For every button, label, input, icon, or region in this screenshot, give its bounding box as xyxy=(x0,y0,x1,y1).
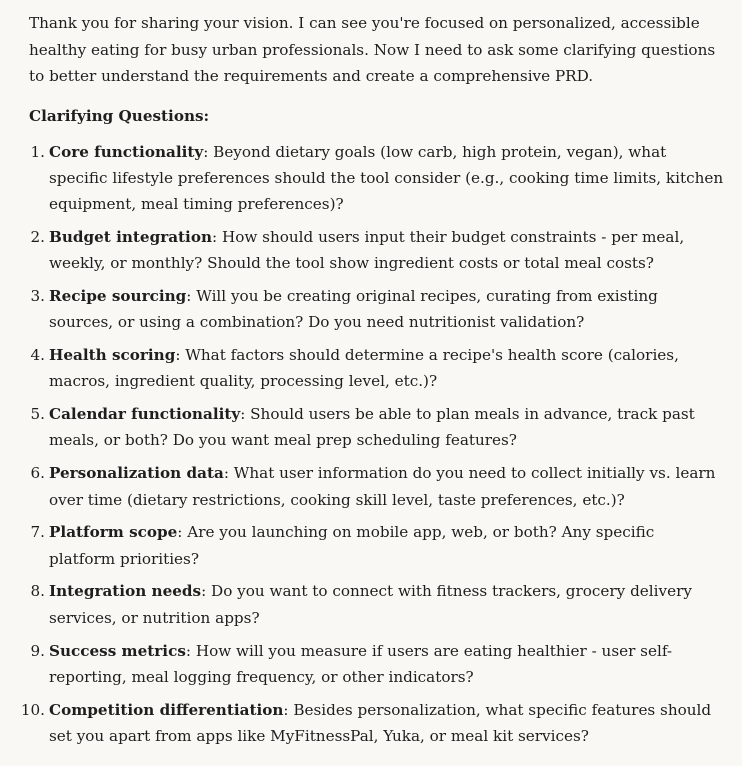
clarifying-questions-heading: Clarifying Questions: xyxy=(29,106,210,125)
question-title: Budget integration xyxy=(49,227,212,246)
question-title: Core functionality xyxy=(49,142,204,161)
question-text: : What user information do you need to collect initially vs. learn over time (dietary restrictions, cooking skill level, taste preferences, etc.)? xyxy=(49,464,716,509)
question-number: 6. xyxy=(30,464,45,483)
question-title: Health scoring xyxy=(49,346,176,365)
question-item xyxy=(29,139,724,218)
question-item xyxy=(29,342,724,395)
question-number: 2. xyxy=(30,227,45,246)
question-title: Integration needs xyxy=(49,582,202,601)
question-text: : Do you want to connect with fitness trackers, grocery delivery services, or nutrition apps? xyxy=(49,582,692,627)
question-number: 3. xyxy=(30,286,45,305)
question-title: Recipe sourcing xyxy=(49,286,187,305)
question-text: : How should users input their budget constraints - per meal, weekly, or monthly? Should the tool show ingredient costs or total meal costs? xyxy=(49,227,685,273)
question-number: 5. xyxy=(30,405,45,424)
question-title: Platform scope xyxy=(49,523,178,542)
question-number: 7. xyxy=(30,523,45,542)
question-text: : Are you launching on mobile app, web, or both? Any specific platform priorities? xyxy=(49,523,655,568)
question-title: Calendar functionality xyxy=(49,405,241,424)
question-text: : Should users be able to plan meals in advance, track past meals, or both? Do you want meal prep scheduling features? xyxy=(49,405,695,450)
questions-list xyxy=(20,139,724,750)
question-item xyxy=(29,401,724,454)
question-title: Competition differentiation xyxy=(49,700,284,719)
question-item xyxy=(29,460,724,513)
question-title: Personalization data xyxy=(49,464,224,483)
question-number: 4. xyxy=(30,346,45,365)
question-number: 8. xyxy=(30,582,45,601)
question-number: 1. xyxy=(30,142,45,161)
question-item xyxy=(29,283,724,336)
question-item xyxy=(20,697,724,750)
question-number: 9. xyxy=(30,641,45,660)
question-item xyxy=(29,224,724,277)
question-text: : Besides personalization, what specific features should set you apart from apps like MyFitnessPal, Yuka, or meal kit services? xyxy=(49,700,712,745)
question-text: : Beyond dietary goals (low carb, high protein, vegan), what specific lifestyle preferences should the tool consider (e.g., cooking time limits, kitchen equipment, meal timing preferences)? xyxy=(49,142,724,214)
question-item xyxy=(29,578,724,631)
question-item xyxy=(29,638,724,691)
question-title: Success metrics xyxy=(49,641,186,660)
question-text: : How will you measure if users are eating healthier - user self-reporting, meal logging frequency, or other indicators? xyxy=(49,641,673,686)
question-item xyxy=(29,519,724,572)
question-number: 10. xyxy=(20,700,45,719)
question-text: : Will you be creating original recipes, curating from existing sources, or using a combination? Do you need nutritionist validation? xyxy=(49,286,658,332)
question-text: : What factors should determine a recipe's health score (calories, macros, ingredient quality, processing level, etc.)? xyxy=(49,346,679,391)
intro-paragraph: Thank you for sharing your vision. I can see you're focused on personalized, accessible healthy eating for busy urban professionals. Now I need to ask some clarifying questions to better understand the requirements and create a comprehensive PRD. xyxy=(29,14,716,85)
